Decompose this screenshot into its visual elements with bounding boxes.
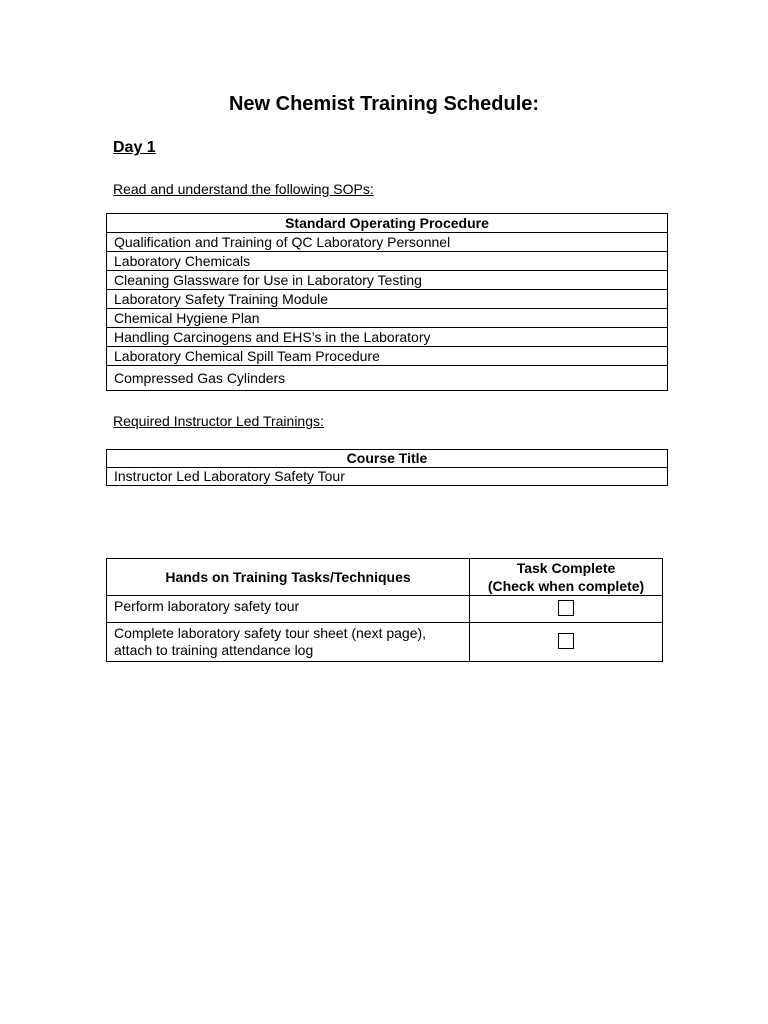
table-row [107, 290, 668, 309]
table-row [107, 347, 668, 366]
table-row [107, 233, 668, 252]
table-row [107, 596, 663, 623]
task-cell: Perform laboratory safety tour [107, 596, 470, 623]
complete-cell [470, 596, 663, 623]
sop-cell: Chemical Hygiene Plan [107, 309, 668, 328]
sop-table [106, 213, 668, 391]
task-table [106, 558, 663, 662]
course-table [106, 449, 668, 486]
task-complete-checkbox[interactable] [558, 600, 574, 616]
table-row [107, 252, 668, 271]
table-row [107, 309, 668, 328]
table-row [107, 271, 668, 290]
table-row [107, 468, 668, 486]
course-header-cell: Course Title [107, 450, 668, 468]
table-header-row [107, 559, 663, 596]
instructor-intro-text: Required Instructor Led Trainings: [113, 413, 324, 429]
table-header-row [107, 450, 668, 468]
task-cell [107, 623, 470, 662]
sop-cell: Laboratory Safety Training Module [107, 290, 668, 309]
sop-cell: Laboratory Chemical Spill Team Procedure [107, 347, 668, 366]
complete-header-line1: Task Complete [516, 560, 616, 576]
sop-cell: Qualification and Training of QC Laboratory Personnel [107, 233, 668, 252]
day-heading: Day 1 [113, 139, 156, 156]
sop-header-cell: Standard Operating Procedure [107, 214, 668, 233]
complete-header-cell [470, 559, 663, 596]
task-text-line1: Complete laboratory safety tour sheet (next page), [114, 625, 427, 641]
sop-cell: Handling Carcinogens and EHS’s in the Laboratory [107, 328, 668, 347]
table-row [107, 623, 663, 662]
task-header-cell: Hands on Training Tasks/Techniques [107, 559, 470, 596]
complete-header-line2: (Check when complete) [487, 578, 645, 594]
page-title: New Chemist Training Schedule: [228, 93, 540, 115]
table-header-row [107, 214, 668, 233]
table-row [107, 328, 668, 347]
task-complete-checkbox[interactable] [558, 633, 574, 649]
course-cell: Instructor Led Laboratory Safety Tour [107, 468, 668, 486]
sop-cell: Laboratory Chemicals [107, 252, 668, 271]
table-row [107, 366, 668, 391]
sop-intro-text: Read and understand the following SOPs: [113, 181, 374, 197]
complete-cell [470, 623, 663, 662]
sop-cell: Compressed Gas Cylinders [107, 366, 668, 391]
sop-cell: Cleaning Glassware for Use in Laboratory Testing [107, 271, 668, 290]
task-text-line2: attach to training attendance log [114, 642, 314, 658]
